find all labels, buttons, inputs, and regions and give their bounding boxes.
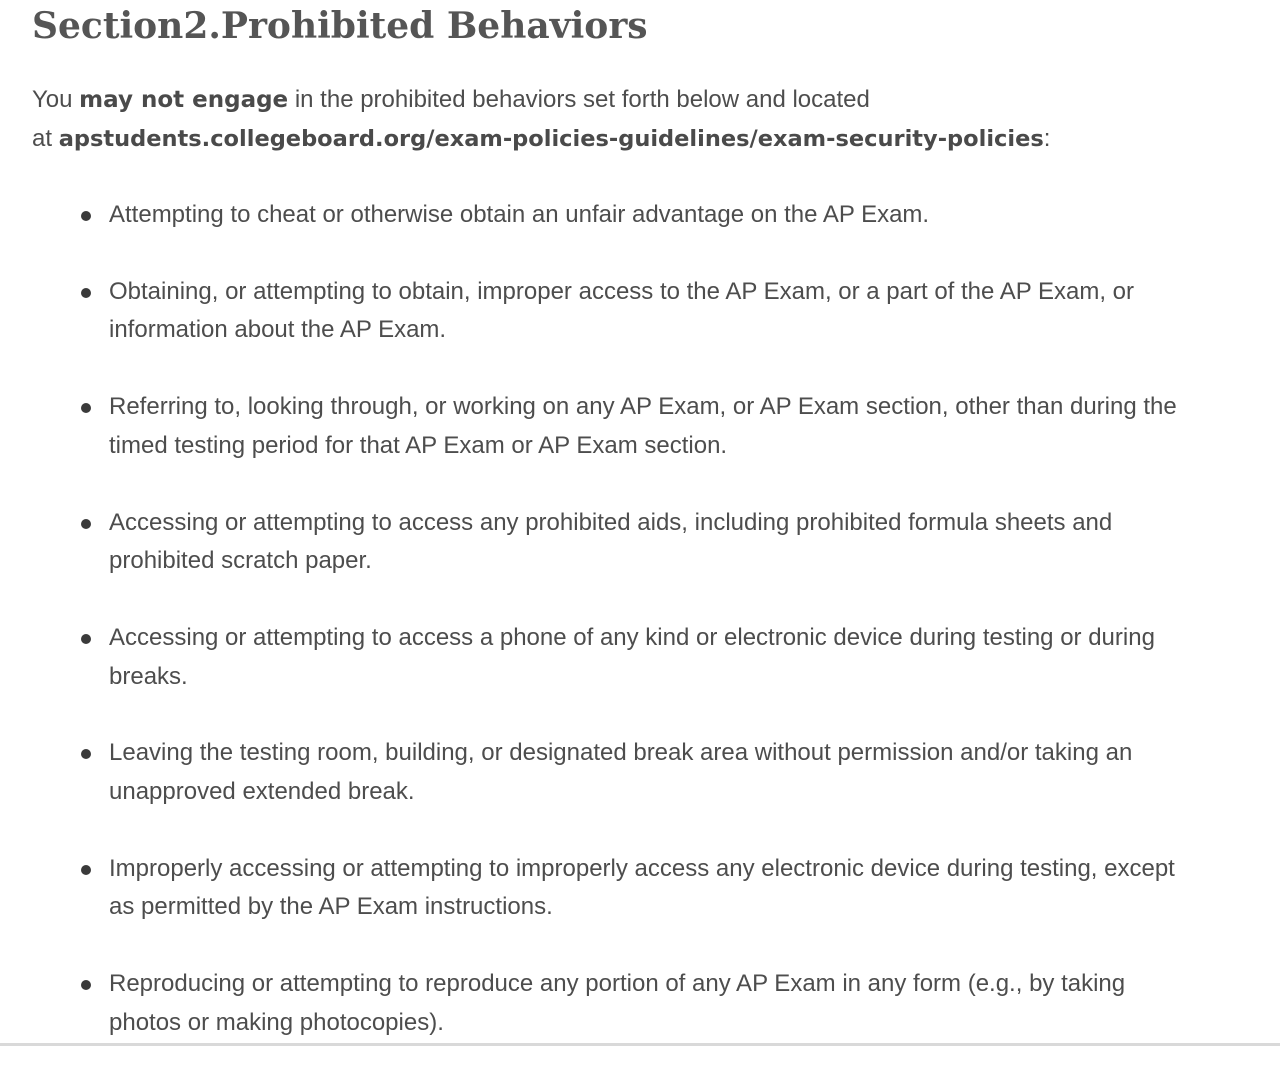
intro-text-middle: in the prohibited behaviors set forth below and located bbox=[288, 86, 870, 113]
bullet-icon bbox=[81, 519, 91, 529]
list-item bbox=[0, 388, 1189, 465]
list-item-text: Improperly accessing or attempting to improperly access any electronic device during testing, except as permitted by the AP Exam instructions. bbox=[109, 854, 1175, 921]
bullet-icon bbox=[81, 980, 91, 990]
list-item bbox=[0, 850, 1189, 927]
list-item bbox=[0, 619, 1189, 696]
bullet-icon bbox=[81, 749, 91, 759]
prohibited-behaviors-list bbox=[0, 196, 1280, 1081]
intro-at-prefix: at bbox=[32, 124, 59, 152]
policy-url-link[interactable]: apstudents.collegeboard.org/exam-policies-guidelines/exam-security-policies bbox=[58, 125, 1044, 152]
section-title: Section2.Prohibited Behaviors bbox=[32, 5, 648, 47]
list-item-text: Leaving the testing room, building, or designated break area without permission and/or taking an unapproved extended break. bbox=[109, 739, 1133, 805]
list-item bbox=[0, 965, 1189, 1042]
intro-paragraph bbox=[32, 81, 1232, 158]
bullet-icon bbox=[81, 403, 91, 413]
bullet-icon bbox=[81, 211, 91, 221]
list-item-text: Obtaining, or attempting to obtain, improper access to the AP Exam, or a part of the AP Exam, or information about the AP Exam. bbox=[109, 277, 1134, 344]
list-item bbox=[0, 504, 1189, 581]
list-item-text: Referring to, looking through, or working on any AP Exam, or AP Exam section, other than during the timed testing period for that AP Exam or AP Exam section. bbox=[109, 393, 1177, 459]
list-item bbox=[0, 734, 1189, 811]
bullet-icon bbox=[81, 634, 91, 644]
bullet-icon bbox=[81, 288, 91, 298]
list-item-text: Accessing or attempting to access a phone of any kind or electronic device during testing or during breaks. bbox=[109, 624, 1155, 690]
intro-emphasis: may not engage bbox=[79, 87, 289, 113]
list-item-text: Accessing or attempting to access any prohibited aids, including prohibited formula sheets and prohibited scratch paper. bbox=[109, 508, 1113, 575]
bullet-icon bbox=[81, 865, 91, 875]
list-item-text: Reproducing or attempting to reproduce any portion of any AP Exam in any form (e.g., by taking photos or making photocopies). bbox=[109, 970, 1126, 1036]
intro-text-before: You bbox=[32, 86, 80, 113]
list-item bbox=[0, 273, 1189, 350]
intro-text-after: : bbox=[1043, 124, 1051, 152]
list-item bbox=[0, 196, 1189, 235]
list-item-text: Attempting to cheat or otherwise obtain an unfair advantage on the AP Exam. bbox=[109, 201, 930, 228]
